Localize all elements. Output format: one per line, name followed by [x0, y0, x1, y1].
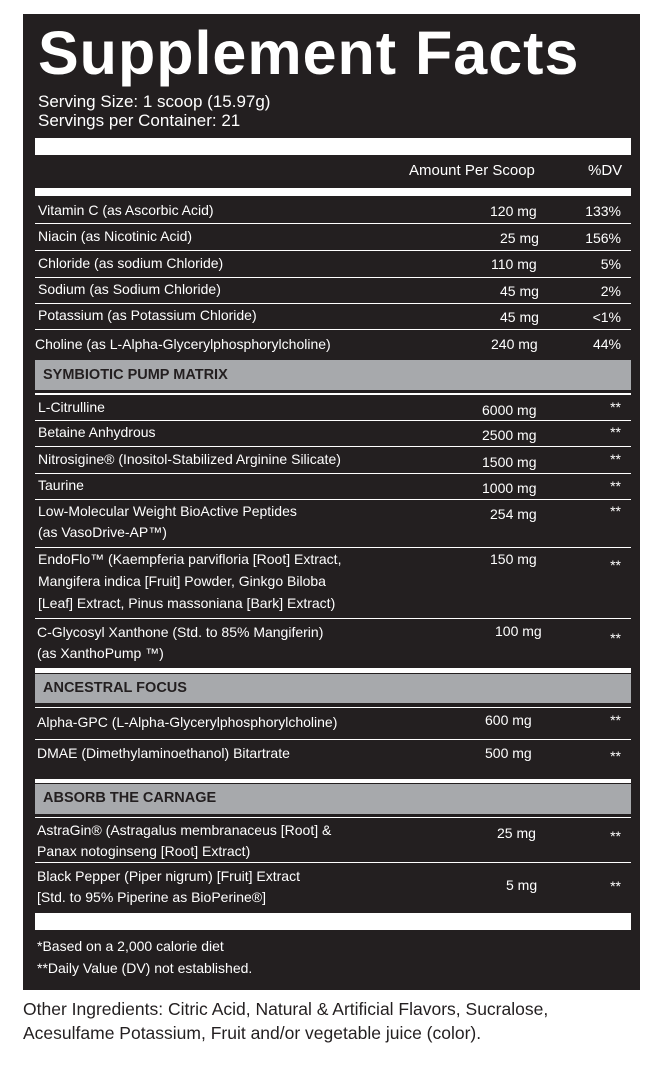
ingredient-amount: 110 mg [491, 256, 537, 272]
ingredient-name: DMAE (Dimethylaminoethanol) Bitartrate [37, 745, 290, 761]
ingredient-amount: 120 mg [490, 203, 537, 219]
ingredient-amount: 100 mg [495, 623, 542, 639]
ingredient-dv: ** [610, 828, 621, 844]
thick-divider-bottom [35, 913, 631, 930]
ingredient-dv: ** [610, 503, 621, 519]
footnote-calorie-diet: *Based on a 2,000 calorie diet [37, 938, 224, 954]
ingredient-name: Betaine Anhydrous [38, 424, 156, 440]
ingredient-amount: 25 mg [500, 230, 539, 246]
ingredient-name: Vitamin C (as Ascorbic Acid) [38, 202, 214, 218]
ingredient-amount: 5 mg [506, 877, 538, 893]
divider [35, 779, 631, 783]
servings-per-container: Servings per Container: 21 [38, 111, 241, 130]
ingredient-dv: 156% [585, 230, 621, 246]
table-row [35, 396, 631, 421]
ingredient-dv: 44% [592, 336, 621, 352]
ingredient-amount: 25 mg [497, 825, 536, 841]
ingredient-name: Nitrosigine® (Inositol-Stabilized Arginine Silicate) [38, 451, 341, 467]
table-row [35, 422, 631, 447]
section-header: ANCESTRAL FOCUS [35, 674, 631, 703]
ingredient-dv: 133% [585, 203, 621, 219]
footnote-dv-not-established: **Daily Value (DV) not established. [37, 960, 253, 976]
ingredient-name: Choline (as L-Alpha-Glycerylphosphorylcholine) [35, 336, 331, 352]
table-row [35, 304, 631, 330]
table-row [35, 278, 631, 304]
ingredient-dv: ** [610, 630, 621, 646]
ingredient-dv: ** [610, 878, 621, 894]
ingredient-name: Low-Molecular Weight BioActive Peptides (as VasoDrive-AP™) [38, 503, 297, 540]
ingredient-dv: 5% [600, 256, 621, 272]
ingredient-name: EndoFlo™ (Kaempferia parvifloria [Root] Extract, Mangifera indica [Fruit] Powder, Ginkgo Biloba [Leaf] Extract, Pinus massoniana [Bark] Extract) [38, 551, 342, 611]
ingredient-amount: 240 mg [491, 336, 538, 352]
table-row [35, 549, 631, 619]
table-row [35, 620, 631, 666]
table-row [35, 252, 631, 278]
ingredient-name: Taurine [38, 477, 84, 493]
ingredient-dv: ** [610, 478, 621, 494]
header-amount-per-scoop: Amount Per Scoop [409, 162, 535, 179]
ingredient-amount: 45 mg [500, 309, 539, 325]
ingredient-dv: ** [610, 748, 621, 764]
ingredient-amount: 1000 mg [482, 480, 537, 496]
ingredient-name: Chloride (as sodium Chloride) [38, 255, 224, 271]
ingredient-amount: 150 mg [490, 551, 537, 567]
ingredient-dv: ** [610, 399, 621, 415]
ingredient-dv: <1% [592, 309, 621, 325]
section-header: ABSORB THE CARNAGE [35, 784, 631, 814]
ingredient-name: Sodium (as Sodium Chloride) [38, 281, 221, 297]
divider [35, 668, 631, 673]
ingredient-amount: 45 mg [500, 283, 539, 299]
ingredient-name: Niacin (as Nicotinic Acid) [38, 228, 193, 244]
ingredient-name: Alpha-GPC (L-Alpha-Glycerylphosphorylcholine) [37, 714, 338, 730]
ingredient-name: C-Glycosyl Xanthone (Std. to 85% Mangiferin) (as XanthoPump ™) [37, 624, 324, 661]
table-row [35, 501, 631, 548]
ingredient-name: Black Pepper (Piper nigrum) [Fruit] Extract [Std. to 95% Piperine as BioPerine®] [37, 868, 300, 905]
ingredient-amount: 254 mg [490, 506, 537, 522]
thick-divider-top [35, 138, 631, 155]
table-row [35, 475, 631, 500]
ingredient-amount: 600 mg [485, 712, 532, 728]
header-dv: %DV [588, 162, 623, 179]
section-header: SYMBIOTIC PUMP MATRIX [35, 360, 631, 390]
serving-size: Serving Size: 1 scoop (15.97g) [38, 92, 271, 111]
table-row [35, 709, 631, 740]
ingredient-dv: ** [610, 424, 621, 440]
ingredient-amount: 1500 mg [482, 454, 537, 470]
panel-title: Supplement Facts [38, 19, 580, 87]
ingredient-amount: 500 mg [485, 745, 532, 761]
table-row [35, 741, 631, 777]
divider [35, 817, 631, 818]
table-row [35, 198, 631, 224]
ingredient-name: AstraGin® (Astragalus membranaceus [Root] & Panax notoginseng [Root] Extract) [37, 822, 332, 859]
ingredient-amount: 6000 mg [482, 402, 537, 418]
ingredient-name: Potassium (as Potassium Chloride) [38, 307, 257, 323]
ingredient-dv: ** [610, 557, 621, 573]
table-row [35, 448, 631, 474]
ingredient-amount: 2500 mg [482, 427, 537, 443]
divider [35, 393, 631, 395]
divider [35, 707, 631, 708]
table-row [35, 331, 631, 355]
ingredient-dv: 2% [600, 283, 621, 299]
table-row [35, 864, 631, 910]
ingredient-dv: ** [610, 451, 621, 467]
table-row [35, 225, 631, 251]
other-ingredients: Other Ingredients: Citric Acid, Natural & Artificial Flavors, Sucralose, Acesulfame Potassium, Fruit and/or vegetable juice (color). [23, 999, 549, 1043]
ingredient-dv: ** [610, 712, 621, 728]
ingredient-name: L-Citrulline [38, 399, 105, 415]
table-row [35, 819, 631, 863]
thick-divider-header [35, 188, 631, 196]
supplement-facts-panel [23, 14, 640, 990]
